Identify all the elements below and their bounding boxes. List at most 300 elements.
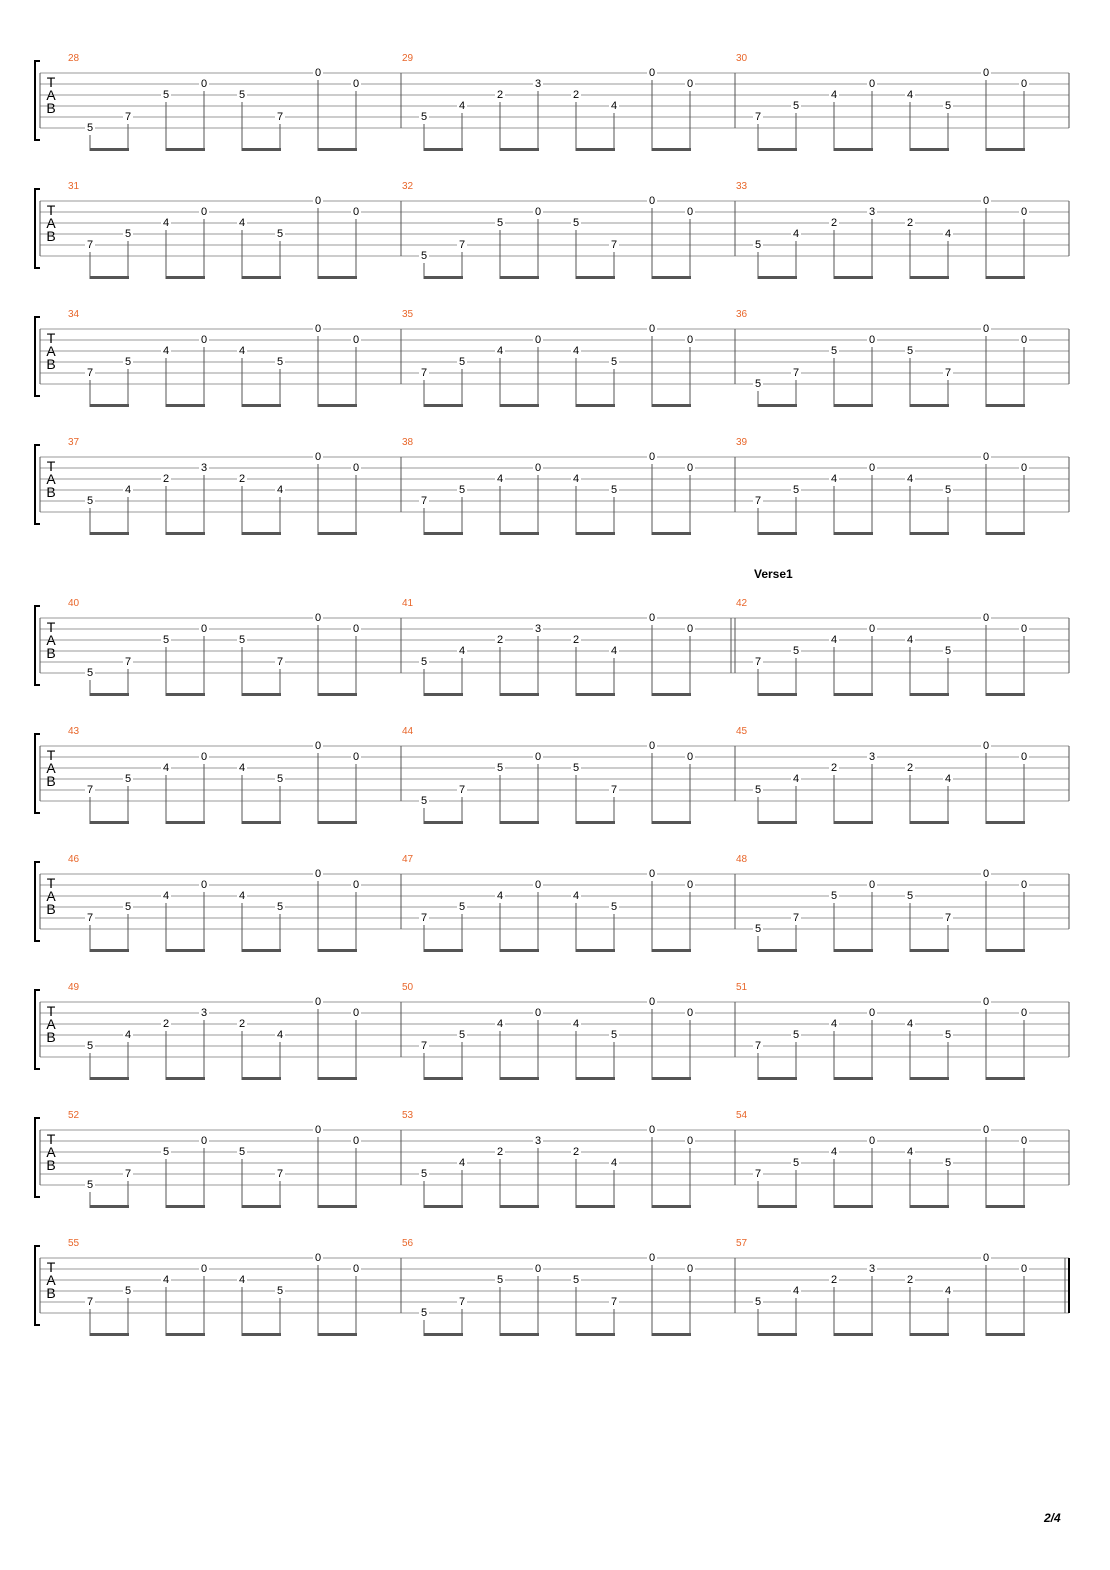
fret-number: 5 bbox=[944, 1028, 952, 1041]
fret-number: 4 bbox=[124, 483, 132, 496]
fret-number: 5 bbox=[792, 483, 800, 496]
measure-number: 36 bbox=[736, 309, 748, 320]
fret-number: 0 bbox=[1020, 205, 1028, 218]
fret-number: 0 bbox=[982, 995, 990, 1008]
tab-clef-letter: B bbox=[46, 1029, 56, 1045]
beam bbox=[318, 821, 357, 824]
fret-number: 4 bbox=[572, 1017, 580, 1030]
fret-number: 5 bbox=[238, 1145, 246, 1158]
measure-number: 31 bbox=[68, 181, 80, 192]
fret-number: 5 bbox=[86, 1039, 94, 1052]
fret-number: 4 bbox=[906, 88, 914, 101]
fret-number: 5 bbox=[86, 1178, 94, 1191]
measure-number: 49 bbox=[68, 982, 80, 993]
fret-number: 5 bbox=[830, 889, 838, 902]
fret-number: 0 bbox=[648, 450, 656, 463]
fret-number: 2 bbox=[572, 633, 580, 646]
fret-number: 0 bbox=[352, 77, 360, 90]
fret-number: 4 bbox=[944, 772, 952, 785]
fret-number: 5 bbox=[906, 889, 914, 902]
beam bbox=[986, 821, 1025, 824]
beam bbox=[910, 1205, 949, 1208]
fret-number: 4 bbox=[830, 1145, 838, 1158]
fret-number: 7 bbox=[276, 110, 284, 123]
fret-number: 4 bbox=[830, 88, 838, 101]
beam bbox=[500, 949, 539, 952]
fret-number: 0 bbox=[314, 611, 322, 624]
beam bbox=[500, 1333, 539, 1336]
fret-number: 4 bbox=[944, 1284, 952, 1297]
beam bbox=[318, 949, 357, 952]
fret-number: 4 bbox=[162, 761, 170, 774]
measure-number: 56 bbox=[402, 1238, 414, 1249]
fret-number: 7 bbox=[754, 655, 762, 668]
fret-number: 0 bbox=[200, 205, 208, 218]
fret-number: 5 bbox=[458, 1028, 466, 1041]
fret-number: 3 bbox=[534, 1134, 542, 1147]
fret-number: 2 bbox=[906, 216, 914, 229]
beam bbox=[166, 276, 205, 279]
fret-number: 5 bbox=[86, 666, 94, 679]
fret-number: 3 bbox=[200, 1006, 208, 1019]
fret-number: 5 bbox=[162, 1145, 170, 1158]
tab-clef-letter: A bbox=[46, 888, 56, 904]
beam bbox=[986, 148, 1025, 151]
beam bbox=[166, 693, 205, 696]
measure-number: 32 bbox=[402, 181, 414, 192]
beam bbox=[500, 532, 539, 535]
beam bbox=[424, 1205, 463, 1208]
fret-number: 4 bbox=[906, 1145, 914, 1158]
beam bbox=[242, 148, 281, 151]
beam bbox=[652, 148, 691, 151]
fret-number: 4 bbox=[572, 889, 580, 902]
fret-number: 0 bbox=[1020, 1006, 1028, 1019]
beam bbox=[166, 404, 205, 407]
beam bbox=[318, 1333, 357, 1336]
fret-number: 0 bbox=[314, 194, 322, 207]
tab-clef-letter: T bbox=[46, 619, 56, 635]
fret-number: 4 bbox=[944, 227, 952, 240]
fret-number: 4 bbox=[162, 344, 170, 357]
fret-number: 0 bbox=[648, 995, 656, 1008]
fret-number: 0 bbox=[686, 461, 694, 474]
fret-number: 5 bbox=[162, 633, 170, 646]
system-bracket bbox=[35, 990, 40, 1069]
measure-number: 55 bbox=[68, 1238, 80, 1249]
tab-clef-letter: T bbox=[46, 458, 56, 474]
beam bbox=[242, 532, 281, 535]
fret-number: 7 bbox=[792, 911, 800, 924]
beam bbox=[910, 693, 949, 696]
fret-number: 7 bbox=[420, 1039, 428, 1052]
fret-number: 0 bbox=[352, 333, 360, 346]
fret-number: 7 bbox=[124, 110, 132, 123]
measure-number: 42 bbox=[736, 598, 748, 609]
fret-number: 4 bbox=[496, 1017, 504, 1030]
fret-number: 0 bbox=[352, 1006, 360, 1019]
beam bbox=[500, 1205, 539, 1208]
fret-number: 4 bbox=[830, 1017, 838, 1030]
fret-number: 4 bbox=[830, 633, 838, 646]
beam bbox=[166, 1077, 205, 1080]
beam bbox=[576, 1205, 615, 1208]
fret-number: 0 bbox=[314, 995, 322, 1008]
beam bbox=[758, 1077, 797, 1080]
beam bbox=[576, 276, 615, 279]
fret-number: 0 bbox=[686, 1006, 694, 1019]
beam bbox=[90, 693, 129, 696]
fret-number: 5 bbox=[944, 483, 952, 496]
beam bbox=[90, 404, 129, 407]
beam bbox=[166, 821, 205, 824]
beam bbox=[834, 1205, 873, 1208]
fret-number: 0 bbox=[686, 1134, 694, 1147]
beam bbox=[834, 693, 873, 696]
measure-number: 44 bbox=[402, 726, 414, 737]
beam bbox=[576, 148, 615, 151]
tab-clef-letter: A bbox=[46, 343, 56, 359]
fret-number: 7 bbox=[792, 366, 800, 379]
fret-number: 2 bbox=[162, 472, 170, 485]
fret-number: 5 bbox=[458, 483, 466, 496]
fret-number: 0 bbox=[1020, 77, 1028, 90]
fret-number: 5 bbox=[124, 1284, 132, 1297]
tab-clef-letter: A bbox=[46, 471, 56, 487]
fret-number: 5 bbox=[124, 772, 132, 785]
fret-number: 4 bbox=[496, 472, 504, 485]
measure-number: 43 bbox=[68, 726, 80, 737]
beam bbox=[758, 148, 797, 151]
measure-number: 45 bbox=[736, 726, 748, 737]
fret-number: 0 bbox=[534, 461, 542, 474]
fret-number: 0 bbox=[314, 1251, 322, 1264]
beam bbox=[910, 404, 949, 407]
fret-number: 0 bbox=[868, 1134, 876, 1147]
fret-number: 4 bbox=[572, 472, 580, 485]
fret-number: 4 bbox=[906, 472, 914, 485]
fret-number: 0 bbox=[352, 1262, 360, 1275]
beam bbox=[318, 404, 357, 407]
tab-clef-letter: T bbox=[46, 747, 56, 763]
fret-number: 7 bbox=[276, 1167, 284, 1180]
fret-number: 5 bbox=[420, 110, 428, 123]
measure-number: 50 bbox=[402, 982, 414, 993]
beam bbox=[576, 949, 615, 952]
fret-number: 0 bbox=[352, 205, 360, 218]
fret-number: 7 bbox=[754, 1039, 762, 1052]
measure-number: 51 bbox=[736, 982, 748, 993]
fret-number: 7 bbox=[458, 1295, 466, 1308]
fret-number: 0 bbox=[648, 1251, 656, 1264]
fret-number: 5 bbox=[86, 494, 94, 507]
fret-number: 2 bbox=[238, 1017, 246, 1030]
beam bbox=[910, 1077, 949, 1080]
fret-number: 2 bbox=[830, 761, 838, 774]
beam bbox=[834, 148, 873, 151]
beam bbox=[242, 1333, 281, 1336]
fret-number: 0 bbox=[648, 1123, 656, 1136]
beam bbox=[424, 949, 463, 952]
fret-number: 3 bbox=[534, 622, 542, 635]
system-bracket bbox=[35, 445, 40, 524]
fret-number: 2 bbox=[906, 1273, 914, 1286]
fret-number: 0 bbox=[686, 622, 694, 635]
tab-clef-letter: T bbox=[46, 875, 56, 891]
fret-number: 5 bbox=[610, 1028, 618, 1041]
fret-number: 4 bbox=[458, 644, 466, 657]
measure-number: 33 bbox=[736, 181, 748, 192]
fret-number: 5 bbox=[458, 900, 466, 913]
fret-number: 2 bbox=[830, 1273, 838, 1286]
fret-number: 5 bbox=[754, 238, 762, 251]
fret-number: 7 bbox=[458, 783, 466, 796]
fret-number: 5 bbox=[238, 633, 246, 646]
tab-clef-letter: T bbox=[46, 74, 56, 90]
fret-number: 2 bbox=[830, 216, 838, 229]
beam bbox=[652, 1333, 691, 1336]
fret-number: 0 bbox=[982, 450, 990, 463]
fret-number: 0 bbox=[200, 750, 208, 763]
fret-number: 0 bbox=[868, 77, 876, 90]
fret-number: 0 bbox=[534, 333, 542, 346]
fret-number: 4 bbox=[458, 99, 466, 112]
fret-number: 5 bbox=[420, 655, 428, 668]
fret-number: 4 bbox=[496, 889, 504, 902]
measure-number: 47 bbox=[402, 854, 414, 865]
beam bbox=[910, 821, 949, 824]
tab-clef-letter: A bbox=[46, 215, 56, 231]
beam bbox=[758, 693, 797, 696]
beam bbox=[910, 532, 949, 535]
beam bbox=[986, 276, 1025, 279]
fret-number: 5 bbox=[572, 1273, 580, 1286]
beam bbox=[318, 693, 357, 696]
fret-number: 0 bbox=[314, 1123, 322, 1136]
beam bbox=[500, 1077, 539, 1080]
fret-number: 7 bbox=[610, 783, 618, 796]
fret-number: 0 bbox=[868, 333, 876, 346]
fret-number: 7 bbox=[86, 366, 94, 379]
fret-number: 0 bbox=[200, 622, 208, 635]
fret-number: 2 bbox=[572, 88, 580, 101]
fret-number: 5 bbox=[610, 900, 618, 913]
fret-number: 0 bbox=[534, 750, 542, 763]
fret-number: 5 bbox=[124, 900, 132, 913]
beam bbox=[424, 276, 463, 279]
fret-number: 5 bbox=[496, 1273, 504, 1286]
fret-number: 0 bbox=[982, 739, 990, 752]
beam bbox=[576, 693, 615, 696]
fret-number: 0 bbox=[534, 878, 542, 891]
tab-clef-letter: T bbox=[46, 1259, 56, 1275]
fret-number: 5 bbox=[830, 344, 838, 357]
measure-number: 53 bbox=[402, 1110, 414, 1121]
tab-clef-letter: B bbox=[46, 100, 56, 116]
fret-number: 0 bbox=[314, 450, 322, 463]
beam bbox=[318, 276, 357, 279]
fret-number: 0 bbox=[352, 1134, 360, 1147]
beam bbox=[318, 1205, 357, 1208]
fret-number: 0 bbox=[352, 461, 360, 474]
fret-number: 5 bbox=[276, 227, 284, 240]
beam bbox=[166, 949, 205, 952]
measure-number: 41 bbox=[402, 598, 414, 609]
measure-number: 29 bbox=[402, 53, 414, 64]
tab-clef-letter: A bbox=[46, 1144, 56, 1160]
fret-number: 7 bbox=[420, 911, 428, 924]
tab-clef-letter: T bbox=[46, 202, 56, 218]
fret-number: 3 bbox=[534, 77, 542, 90]
fret-number: 0 bbox=[686, 205, 694, 218]
beam bbox=[90, 1077, 129, 1080]
fret-number: 5 bbox=[238, 88, 246, 101]
fret-number: 0 bbox=[200, 878, 208, 891]
fret-number: 4 bbox=[238, 761, 246, 774]
beam bbox=[834, 949, 873, 952]
fret-number: 3 bbox=[868, 1262, 876, 1275]
beam bbox=[424, 148, 463, 151]
fret-number: 3 bbox=[868, 205, 876, 218]
fret-number: 0 bbox=[982, 194, 990, 207]
fret-number: 3 bbox=[868, 750, 876, 763]
fret-number: 0 bbox=[982, 1123, 990, 1136]
page-number: 2/4 bbox=[1044, 1511, 1061, 1525]
measure-number: 54 bbox=[736, 1110, 748, 1121]
fret-number: 0 bbox=[314, 322, 322, 335]
fret-number: 5 bbox=[162, 88, 170, 101]
fret-number: 2 bbox=[496, 633, 504, 646]
fret-number: 5 bbox=[124, 227, 132, 240]
tab-clef-letter: A bbox=[46, 632, 56, 648]
fret-number: 5 bbox=[792, 1028, 800, 1041]
fret-number: 7 bbox=[420, 366, 428, 379]
beam bbox=[834, 532, 873, 535]
measure-number: 40 bbox=[68, 598, 80, 609]
beam bbox=[652, 693, 691, 696]
beam bbox=[652, 404, 691, 407]
fret-number: 7 bbox=[610, 1295, 618, 1308]
fret-number: 4 bbox=[830, 472, 838, 485]
fret-number: 0 bbox=[868, 1006, 876, 1019]
beam bbox=[986, 1333, 1025, 1336]
fret-number: 4 bbox=[162, 1273, 170, 1286]
fret-number: 4 bbox=[458, 1156, 466, 1169]
measure-number: 52 bbox=[68, 1110, 80, 1121]
beam bbox=[652, 1205, 691, 1208]
fret-number: 2 bbox=[238, 472, 246, 485]
beam bbox=[242, 1205, 281, 1208]
fret-number: 4 bbox=[610, 644, 618, 657]
beam bbox=[500, 276, 539, 279]
beam bbox=[424, 532, 463, 535]
fret-number: 0 bbox=[648, 322, 656, 335]
fret-number: 5 bbox=[754, 377, 762, 390]
beam bbox=[576, 404, 615, 407]
fret-number: 3 bbox=[200, 461, 208, 474]
fret-number: 0 bbox=[1020, 1262, 1028, 1275]
fret-number: 7 bbox=[86, 1295, 94, 1308]
beam bbox=[910, 276, 949, 279]
beam bbox=[242, 821, 281, 824]
fret-number: 4 bbox=[496, 344, 504, 357]
fret-number: 0 bbox=[1020, 1134, 1028, 1147]
beam bbox=[424, 821, 463, 824]
beam bbox=[758, 1333, 797, 1336]
fret-number: 7 bbox=[86, 911, 94, 924]
fret-number: 4 bbox=[610, 1156, 618, 1169]
beam bbox=[242, 404, 281, 407]
beam bbox=[910, 1333, 949, 1336]
fret-number: 0 bbox=[352, 750, 360, 763]
tab-clef-letter: A bbox=[46, 760, 56, 776]
fret-number: 5 bbox=[792, 644, 800, 657]
beam bbox=[166, 1205, 205, 1208]
system-bracket bbox=[35, 1118, 40, 1197]
tab-clef-letter: T bbox=[46, 1003, 56, 1019]
tab-clef-letter: A bbox=[46, 1272, 56, 1288]
tab-clef-letter: B bbox=[46, 484, 56, 500]
fret-number: 4 bbox=[792, 227, 800, 240]
fret-number: 5 bbox=[420, 1306, 428, 1319]
fret-number: 5 bbox=[906, 344, 914, 357]
beam bbox=[500, 404, 539, 407]
system-bracket bbox=[35, 734, 40, 813]
fret-number: 5 bbox=[572, 216, 580, 229]
fret-number: 5 bbox=[754, 922, 762, 935]
beam bbox=[758, 404, 797, 407]
fret-number: 0 bbox=[686, 878, 694, 891]
fret-number: 5 bbox=[572, 761, 580, 774]
fret-number: 7 bbox=[458, 238, 466, 251]
fret-number: 5 bbox=[420, 794, 428, 807]
tab-clef-letter: B bbox=[46, 228, 56, 244]
beam bbox=[242, 693, 281, 696]
fret-number: 5 bbox=[944, 1156, 952, 1169]
beam bbox=[166, 532, 205, 535]
fret-number: 5 bbox=[458, 355, 466, 368]
fret-number: 5 bbox=[276, 355, 284, 368]
fret-number: 0 bbox=[200, 1134, 208, 1147]
fret-number: 5 bbox=[496, 216, 504, 229]
tab-clef-letter: B bbox=[46, 645, 56, 661]
measure-number: 57 bbox=[736, 1238, 748, 1249]
fret-number: 5 bbox=[792, 99, 800, 112]
measure-number: 48 bbox=[736, 854, 748, 865]
beam bbox=[90, 276, 129, 279]
fret-number: 7 bbox=[754, 494, 762, 507]
tab-clef-letter: B bbox=[46, 773, 56, 789]
fret-number: 7 bbox=[124, 655, 132, 668]
fret-number: 5 bbox=[754, 1295, 762, 1308]
fret-number: 7 bbox=[86, 783, 94, 796]
beam bbox=[834, 276, 873, 279]
fret-number: 2 bbox=[906, 761, 914, 774]
tab-clef-letter: B bbox=[46, 1285, 56, 1301]
fret-number: 5 bbox=[420, 1167, 428, 1180]
fret-number: 0 bbox=[314, 739, 322, 752]
fret-number: 5 bbox=[944, 99, 952, 112]
beam bbox=[986, 949, 1025, 952]
beam bbox=[758, 821, 797, 824]
fret-number: 4 bbox=[162, 216, 170, 229]
beam bbox=[652, 1077, 691, 1080]
fret-number: 0 bbox=[648, 611, 656, 624]
fret-number: 0 bbox=[686, 1262, 694, 1275]
fret-number: 4 bbox=[572, 344, 580, 357]
system-bracket bbox=[35, 317, 40, 396]
fret-number: 0 bbox=[352, 878, 360, 891]
